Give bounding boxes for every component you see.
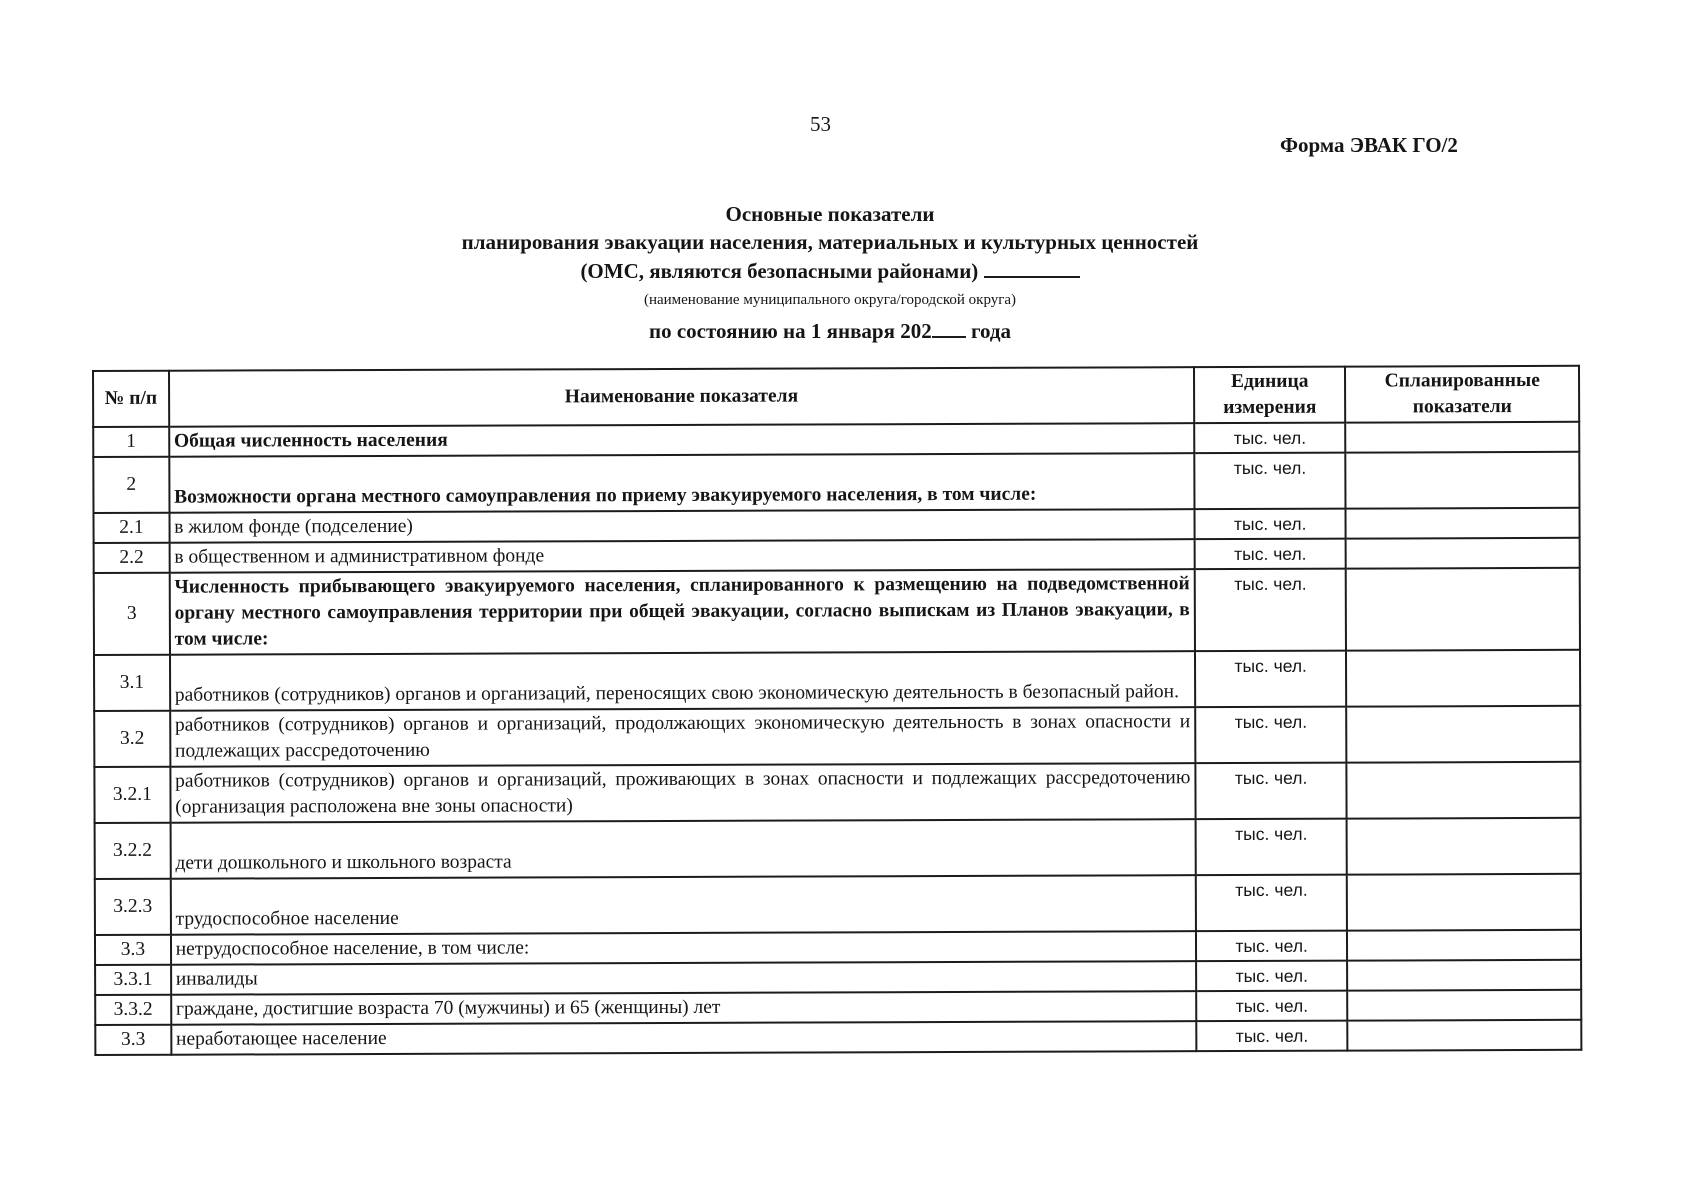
table-row (94, 706, 1580, 767)
row-indicator-name: Общая численность населения (169, 423, 1194, 457)
table-row (95, 818, 1581, 879)
row-unit: тыс. чел. (1196, 931, 1348, 962)
row-planned-value (1347, 818, 1581, 875)
row-unit: тыс. чел. (1194, 453, 1346, 510)
document-title (380, 200, 1280, 345)
row-indicator-name: граждане, достигшие возраста 70 (мужчины) и 65 (женщины) лет (171, 991, 1196, 1025)
row-planned-value (1347, 960, 1581, 991)
table-body (93, 422, 1581, 1055)
header-plan: Спланированные показатели (1345, 366, 1579, 423)
header-name: Наименование показателя (169, 367, 1194, 427)
row-indicator-name: неработающее население (171, 1021, 1196, 1055)
row-indicator-name: работников (сотрудников) органов и организаций, проживающих в зонах опасности и подлежащих рассредоточению (организация расположена вне зоны опасности) (170, 763, 1195, 823)
table-row (94, 762, 1580, 823)
row-planned-value (1346, 538, 1580, 569)
row-unit: тыс. чел. (1195, 707, 1347, 764)
indicators-table (92, 365, 1582, 1056)
row-number: 3.3 (95, 935, 171, 965)
row-indicator-name: работников (сотрудников) органов и организаций, продолжающих экономическую деятельность в зонах опасности и подлежащих рассредоточению (170, 707, 1195, 767)
row-indicator-name: в общественном и административном фонде (169, 539, 1194, 573)
row-planned-value (1347, 930, 1581, 961)
table-row (94, 650, 1580, 711)
row-planned-value (1346, 508, 1580, 539)
row-number: 3.3.1 (95, 965, 171, 995)
form-code: Форма ЭВАК ГО/2 (1280, 133, 1458, 157)
row-planned-value (1347, 762, 1581, 819)
title-line-2: планирования эвакуации населения, материальных и культурных ценностей (461, 230, 1199, 254)
row-indicator-name: трудоспособное население (170, 875, 1195, 935)
row-planned-value (1346, 422, 1580, 453)
row-indicator-name: инвалиды (171, 961, 1196, 995)
row-indicator-name: в жилом фонде (подселение) (169, 509, 1194, 543)
year-blank (932, 318, 966, 338)
header-num: № п/п (93, 371, 169, 427)
title-line-3 (380, 256, 1280, 285)
row-unit: тыс. чел. (1194, 423, 1346, 454)
row-unit: тыс. чел. (1195, 651, 1347, 708)
indicators-table-wrap (92, 365, 1582, 1056)
title-line-1: Основные показатели (725, 202, 935, 226)
row-planned-value (1347, 706, 1581, 763)
row-indicator-name: дети дошкольного и школьного возраста (170, 819, 1195, 879)
row-unit: тыс. чел. (1196, 961, 1348, 992)
row-number: 3.2.1 (94, 767, 170, 823)
row-number: 2.2 (94, 543, 170, 573)
row-unit: тыс. чел. (1195, 763, 1347, 820)
row-planned-value (1348, 990, 1582, 1021)
row-indicator-name: Численность прибывающего эвакуируемого населения, спланированного к размещению на подведомственной органу местного самоуправления территории при общей эвакуации, согласно выпискам из Планов эвакуации, в том числе: (169, 569, 1195, 655)
table-row (94, 568, 1580, 655)
row-unit: тыс. чел. (1196, 819, 1348, 876)
row-number: 3.2.3 (95, 879, 171, 935)
row-number: 3.1 (94, 655, 170, 711)
row-indicator-name: работников (сотрудников) органов и организаций, переносящих свою экономическую деятельность в безопасный район. (170, 651, 1195, 711)
municipality-blank (984, 256, 1080, 278)
row-number: 3.2.2 (95, 823, 171, 879)
row-number: 1 (93, 427, 169, 457)
row-unit: тыс. чел. (1194, 509, 1346, 540)
row-indicator-name: нетрудоспособное население, в том числе: (171, 931, 1196, 965)
row-number: 2 (93, 457, 169, 513)
date-line (380, 317, 1280, 345)
row-indicator-name: Возможности органа местного самоуправления по приему эвакуируемого населения, в том числе: (169, 453, 1194, 513)
row-unit: тыс. чел. (1195, 569, 1347, 652)
row-planned-value (1346, 452, 1580, 509)
row-number: 3 (94, 573, 170, 655)
table-header-row (93, 366, 1579, 427)
table-row (95, 874, 1581, 935)
row-planned-value (1347, 874, 1581, 931)
row-unit: тыс. чел. (1195, 539, 1347, 570)
page-number: 53 (810, 112, 831, 136)
table-row (95, 1020, 1581, 1055)
row-planned-value (1348, 1020, 1582, 1051)
municipality-hint: (наименование муниципального округа/городской округа) (643, 292, 1017, 308)
header-unit: Единица измерения (1194, 367, 1346, 424)
row-unit: тыс. чел. (1196, 875, 1348, 932)
row-number: 2.1 (93, 513, 169, 543)
table-row (93, 452, 1579, 513)
title-line-3-text: (ОМС, являются безопасными районами) (580, 259, 979, 283)
date-prefix: по состоянию на 1 января 202 (649, 319, 932, 343)
row-unit: тыс. чел. (1196, 991, 1348, 1022)
row-planned-value (1346, 650, 1580, 707)
row-number: 3.3.2 (95, 995, 171, 1025)
row-planned-value (1346, 568, 1580, 651)
row-unit: тыс. чел. (1196, 1021, 1348, 1052)
date-suffix: года (970, 319, 1011, 343)
row-number: 3.2 (94, 711, 170, 767)
row-number: 3.3 (95, 1025, 171, 1055)
